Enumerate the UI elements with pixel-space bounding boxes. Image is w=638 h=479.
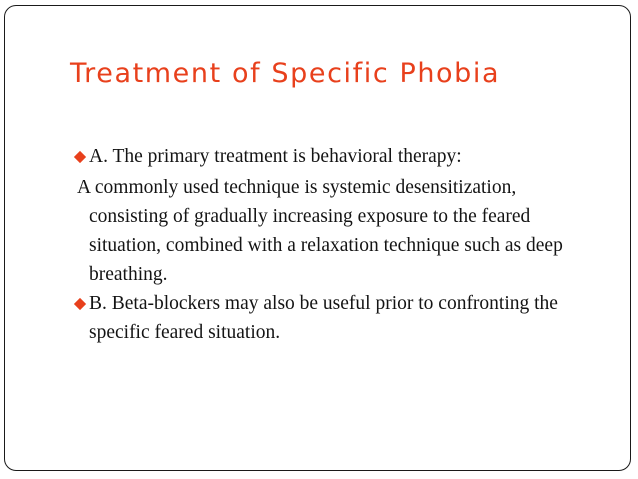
diamond-bullet-icon — [74, 298, 86, 310]
paragraph-line-3: situation, combined with a relaxation technique such as deep — [89, 235, 563, 256]
bullet-b-text: B. Beta-blockers may also be useful prior to confronting the — [89, 293, 558, 314]
paragraph-line-4: breathing. — [89, 264, 168, 285]
bullet-b-line-1 — [74, 292, 558, 316]
paragraph-line-1: A commonly used technique is systemic desensitization, — [77, 177, 517, 198]
diamond-bullet-icon — [74, 151, 86, 163]
slide-title: Treatment of Specific Phobia — [70, 58, 501, 89]
bullet-a-line-1 — [74, 145, 462, 169]
bullet-a-text: A. The primary treatment is behavioral therapy: — [89, 146, 462, 167]
paragraph-line-2: consisting of gradually increasing exposure to the feared — [89, 206, 531, 227]
bullet-b-line-2: specific feared situation. — [89, 322, 281, 343]
